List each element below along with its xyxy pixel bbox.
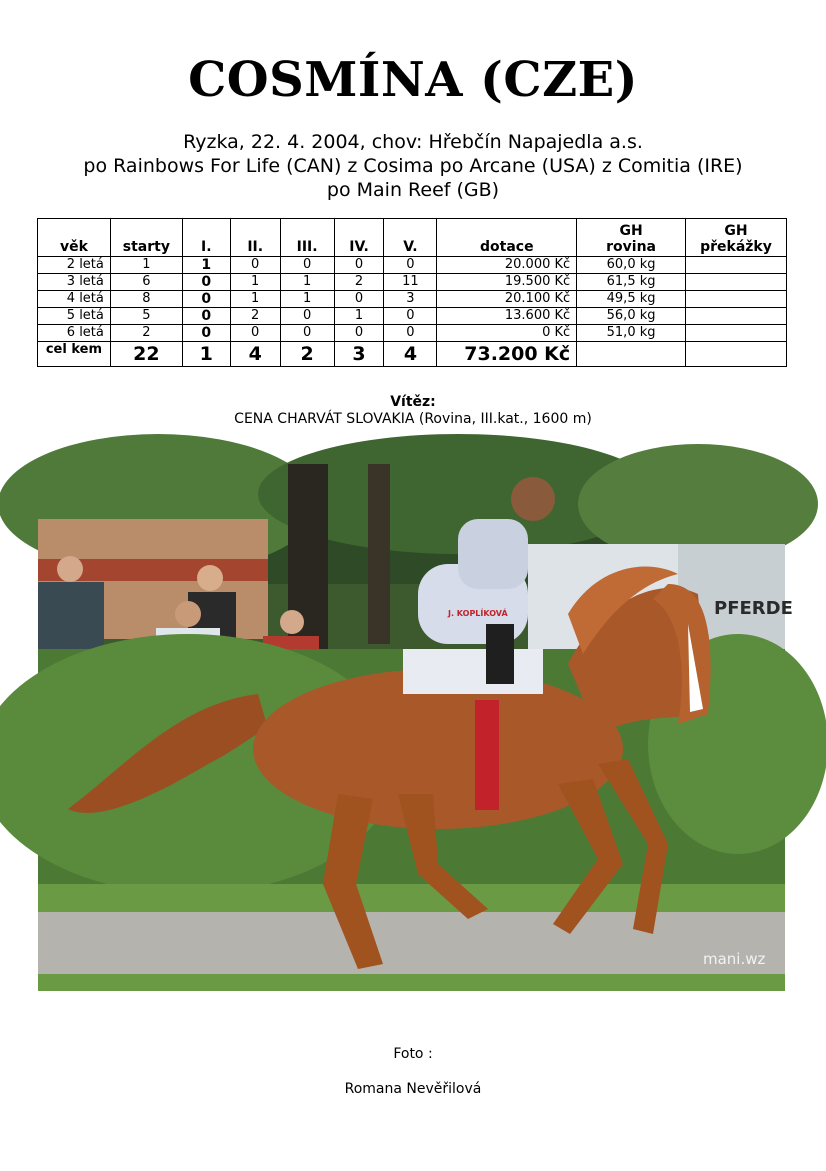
cell-third: 0	[280, 325, 334, 342]
header-gh-flat	[577, 219, 686, 257]
cell-earnings: 13.600 Kč	[437, 308, 577, 325]
cell-second: 2	[230, 308, 280, 325]
table-total-row	[38, 342, 787, 367]
winner-race: CENA CHARVÁT SLOVAKIA (Rovina, III.kat., 1600 m)	[234, 411, 592, 427]
horse-name-title: COSMÍNA (CZE)	[188, 52, 638, 108]
cell-fourth: 0	[334, 291, 384, 308]
cell-gh-flat: 60,0 kg	[577, 257, 686, 274]
cell-gh-jump	[685, 257, 786, 274]
cell-age: 3 letá	[38, 274, 111, 291]
total-second: 4	[230, 342, 280, 367]
header-gh-jump	[685, 219, 786, 257]
header-gh-jump-line1: GH	[724, 223, 748, 239]
horse-photo-illustration	[38, 464, 793, 991]
table-row	[38, 274, 787, 291]
cell-first: 0	[182, 291, 230, 308]
cell-fourth: 0	[334, 325, 384, 342]
total-gh-flat	[577, 342, 686, 367]
header-first: I.	[182, 219, 230, 257]
table-row	[38, 257, 787, 274]
total-starts: 22	[110, 342, 182, 367]
horse-photo	[38, 464, 793, 991]
cell-fourth: 0	[334, 257, 384, 274]
cell-fifth: 0	[384, 257, 437, 274]
photo-credit-name: Romana Nevěřilová	[344, 1081, 482, 1097]
cell-earnings: 0 Kč	[437, 325, 577, 342]
cell-second: 1	[230, 274, 280, 291]
total-gh-jump	[685, 342, 786, 367]
total-earnings: 73.200 Kč	[437, 342, 577, 367]
cell-third: 0	[280, 257, 334, 274]
cell-starts: 5	[110, 308, 182, 325]
cell-fourth: 2	[334, 274, 384, 291]
cell-first: 1	[182, 257, 230, 274]
cell-fifth: 11	[384, 274, 437, 291]
pedigree-line-2: po Main Reef (GB)	[326, 179, 500, 201]
race-statistics-table	[37, 218, 787, 367]
cell-gh-flat: 56,0 kg	[577, 308, 686, 325]
cell-third: 0	[280, 308, 334, 325]
cell-first: 0	[182, 308, 230, 325]
header-fifth: V.	[384, 219, 437, 257]
cell-age: 2 letá	[38, 257, 111, 274]
cell-first: 0	[182, 274, 230, 291]
cell-gh-flat: 49,5 kg	[577, 291, 686, 308]
cell-starts: 6	[110, 274, 182, 291]
header-gh-jump-line2: překážky	[700, 239, 772, 255]
sign-text: PFERDE	[714, 598, 793, 619]
winner-heading: Vítěz:	[390, 394, 436, 410]
cell-first: 0	[182, 325, 230, 342]
table-row	[38, 291, 787, 308]
cell-fifth: 0	[384, 325, 437, 342]
table-header-row	[38, 219, 787, 257]
header-starts: starty	[110, 219, 182, 257]
cell-gh-jump	[685, 325, 786, 342]
table-row	[38, 308, 787, 325]
cell-gh-jump	[685, 291, 786, 308]
cell-earnings: 20.100 Kč	[437, 291, 577, 308]
cell-age: 4 letá	[38, 291, 111, 308]
cell-second: 1	[230, 291, 280, 308]
total-first: 1	[182, 342, 230, 367]
cell-gh-jump	[685, 308, 786, 325]
cell-fourth: 1	[334, 308, 384, 325]
header-third: III.	[280, 219, 334, 257]
cell-second: 0	[230, 325, 280, 342]
cell-fifth: 3	[384, 291, 437, 308]
cell-third: 1	[280, 274, 334, 291]
pedigree-line: po Rainbows For Life (CAN) z Cosima po Arcane (USA) z Comitia (IRE)	[83, 155, 743, 177]
cell-gh-flat: 61,5 kg	[577, 274, 686, 291]
photo-watermark: mani.wz	[703, 950, 766, 968]
cell-age: 6 letá	[38, 325, 111, 342]
total-fifth: 4	[384, 342, 437, 367]
total-label: cel kem	[38, 342, 111, 367]
header-earnings: dotace	[437, 219, 577, 257]
header-fourth: IV.	[334, 219, 384, 257]
photo-credit-label: Foto :	[393, 1046, 433, 1062]
cell-second: 0	[230, 257, 280, 274]
table-row	[38, 325, 787, 342]
total-third: 2	[280, 342, 334, 367]
header-second: II.	[230, 219, 280, 257]
header-age: věk	[38, 219, 111, 257]
cell-starts: 2	[110, 325, 182, 342]
cell-starts: 8	[110, 291, 182, 308]
cell-gh-flat: 51,0 kg	[577, 325, 686, 342]
cell-earnings: 19.500 Kč	[437, 274, 577, 291]
cell-third: 1	[280, 291, 334, 308]
jockey-name-label: J. KOPLÍKOVÁ	[448, 609, 508, 618]
horse-info-line: Ryzka, 22. 4. 2004, chov: Hřebčín Napajedla a.s.	[183, 131, 643, 153]
cell-starts: 1	[110, 257, 182, 274]
cell-gh-jump	[685, 274, 786, 291]
cell-earnings: 20.000 Kč	[437, 257, 577, 274]
header-gh-flat-line2: rovina	[606, 239, 657, 255]
total-fourth: 3	[334, 342, 384, 367]
header-gh-flat-line1: GH	[619, 223, 643, 239]
cell-fifth: 0	[384, 308, 437, 325]
cell-age: 5 letá	[38, 308, 111, 325]
